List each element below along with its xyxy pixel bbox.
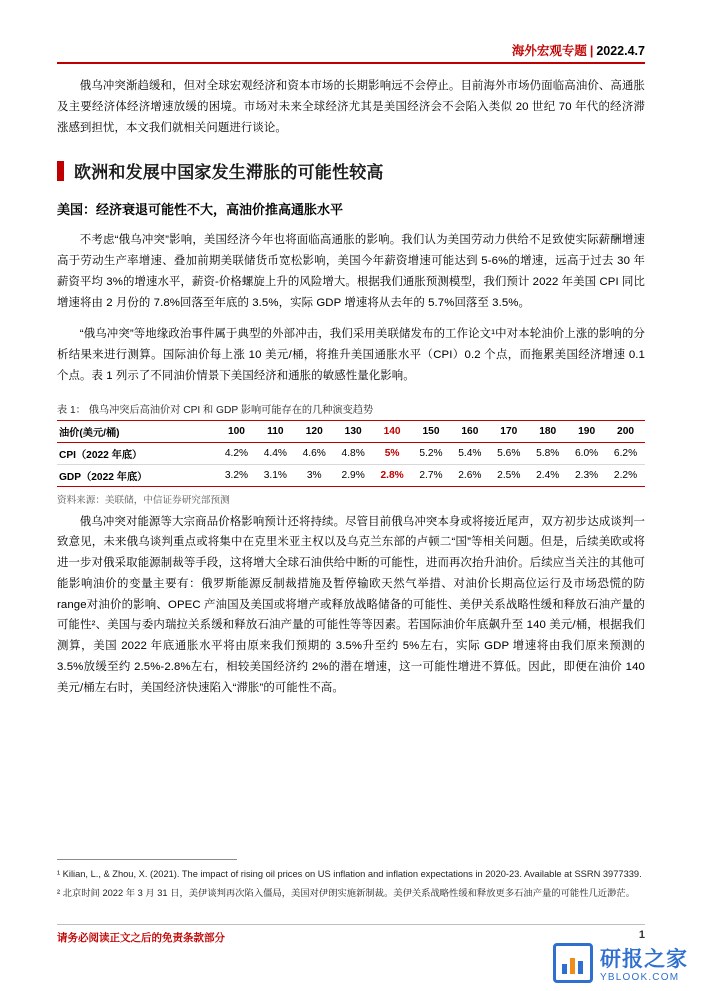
watermark-name-en: YBLOOK.COM: [600, 972, 680, 983]
table-col-header-4: 140: [373, 420, 412, 442]
table-col-header-rowlabel: 油价(美元/桶): [57, 420, 217, 442]
header-title-date: [512, 41, 645, 59]
watermark-text: [600, 949, 688, 983]
footnote-2: ² 北京时间 2022 年 3 月 31 日，美伊谈判再次陷入僵局，美国对伊朗实施新制裁。美伊关系战略性缓和释放更多石油产量的可能性几近渺茫。: [57, 887, 635, 898]
table-row-label-gdp: GDP（2022 年底）: [57, 464, 217, 486]
table-cell-cpi-6: 5.4%: [450, 442, 489, 464]
table-row: [57, 464, 645, 486]
logo-bar-3: [578, 961, 583, 974]
main-content: [57, 76, 645, 709]
table-col-header-1: 110: [256, 420, 295, 442]
logo-bar-2: [570, 958, 575, 974]
table-cell-cpi-3: 4.8%: [334, 442, 373, 464]
table-cell-cpi-7: 5.6%: [489, 442, 528, 464]
sensitivity-table: [57, 420, 645, 487]
header-date: 2022.4.7: [596, 44, 645, 58]
section-marker-icon: [57, 161, 64, 181]
section-heading-text: 欧洲和发展中国家发生滞胀的可能性较高: [74, 163, 384, 183]
header-title: 海外宏观专题: [511, 44, 587, 58]
table-cell-cpi-5: 5.2%: [412, 442, 451, 464]
table-cell-gdp-0: 3.2%: [217, 464, 256, 486]
watermark-name-cn: 研报之家: [600, 948, 688, 971]
table-col-header-10: 200: [606, 420, 645, 442]
table-cell-cpi-1: 4.4%: [256, 442, 295, 464]
page-number: 1: [638, 929, 645, 941]
table-col-header-6: 160: [450, 420, 489, 442]
section-heading: [57, 158, 645, 183]
table-header-row: [57, 420, 645, 442]
footer-disclaimer: 请务必阅读正文之后的免责条款部分: [57, 932, 225, 944]
table-cell-gdp-3: 2.9%: [334, 464, 373, 486]
table-caption: 表 1： 俄乌冲突后高油价对 CPI 和 GDP 影响可能存在的几种演变趋势: [57, 404, 374, 416]
table-block: [57, 401, 645, 506]
table-cell-gdp-10: 2.2%: [606, 464, 645, 486]
table-col-header-3: 130: [334, 420, 373, 442]
paragraph-intro: 俄乌冲突渐趋缓和，但对全球宏观经济和资本市场的长期影响远不会停止。目前海外市场仍面临高油价、高通胀及主要经济体经济增速放缓的困境。市场对未来全球经济尤其是美国经济会不会陷入类似 20 世纪 70 年代的经济滞涨感到担忧，本文我们就相关问题进行谈论。: [57, 80, 645, 134]
table-cell-gdp-4: 2.8%: [373, 464, 412, 486]
table-cell-gdp-8: 2.4%: [528, 464, 567, 486]
table-cell-gdp-7: 2.5%: [489, 464, 528, 486]
watermark-logo: [553, 943, 688, 983]
table-cell-gdp-6: 2.6%: [450, 464, 489, 486]
logo-bar-1: [562, 964, 567, 974]
table-row-label-cpi: CPI（2022 年底）: [57, 442, 217, 464]
footnote-divider: [57, 859, 237, 860]
table-cell-gdp-2: 3%: [295, 464, 334, 486]
table-cell-cpi-9: 6.0%: [567, 442, 606, 464]
table-cell-cpi-2: 4.6%: [295, 442, 334, 464]
table-col-header-9: 190: [567, 420, 606, 442]
sub-heading: 美国：经济衰退可能性不大，高油价推高通胀水平: [57, 202, 344, 218]
header-separator: |: [589, 44, 594, 58]
table-cell-cpi-8: 5.8%: [528, 442, 567, 464]
table-cell-cpi-0: 4.2%: [217, 442, 256, 464]
table-cell-cpi-4: 5%: [373, 442, 412, 464]
table-cell-cpi-10: 6.2%: [606, 442, 645, 464]
table-source: 资料来源：美联储，中信证券研究部预测: [57, 494, 230, 506]
table-col-header-0: 100: [217, 420, 256, 442]
bar-chart-logo-icon: [553, 943, 593, 983]
table-cell-gdp-5: 2.7%: [412, 464, 451, 486]
header-divider: [57, 62, 645, 64]
footnotes: [57, 859, 645, 905]
page-header: [57, 38, 645, 64]
table-col-header-2: 120: [295, 420, 334, 442]
footnote-1: ¹ Kilian, L., & Zhou, X. (2021). The impact of rising oil prices on US inflation and inflation expectations in 2020-23. Available at SSRN 3977339.: [57, 868, 642, 879]
footer-divider: [57, 924, 645, 925]
table-cell-gdp-1: 3.1%: [256, 464, 295, 486]
paragraph-4: 俄乌冲突对能源等大宗商品价格影响预计还将持续。尽管目前俄乌冲突本身或将接近尾声，双方初步达成谈判一致意见，未来俄乌谈判重点或将集中在克里米亚主权以及乌克兰东部的卢顿二“国”等相关问题。但是，后续美欧或将进一步对俄采取能源制裁等手段，这将增大全球石油供给中断的可能性，进而再次抬升油价。后续应当关注的其他可能影响油价的变量主要有：俄罗斯能源反制裁措施及暂停输欧天然气举措、对油价长期高位运行及市场恐慌的防range对油价的影响、OPEC 产油国及美国或将增产或释放战略储备的可能性、美伊关系战略性缓和释放石油产量的可能性²、美国与委内瑞拉关系缓和释放石油产量的可能性等等因素。若国际油价年底飙升至 140 美元/桶，根据我们测算，美国 2022 年底通胀水平将由原来我们预期的 3.5%升至约 5%左右，实际 GDP 增速将由我们原来预测的 3.5%放缓至约 2.5%-2.8%左右，相较美国经济约 2%的潜在增速，这一可能性增进不算低。因此，即便在油价 140 美元/桶左右时，美国经济快速陷入“滞胀”的可能性不高。: [57, 515, 645, 694]
table-col-header-7: 170: [489, 420, 528, 442]
table-cell-gdp-9: 2.3%: [567, 464, 606, 486]
table-col-header-8: 180: [528, 420, 567, 442]
table-col-header-5: 150: [412, 420, 451, 442]
paragraph-3: “俄乌冲突”等地缘政治事件属于典型的外部冲击，我们采用美联储发布的工作论文¹中对本轮油价上涨的影响的分析结果来进行测算。国际油价每上涨 10 美元/桶，将推升美国通胀水平（CPI）0.2 个点，而拖累美国经济增速 0.1 个点。表 1 列示了不同油价情景下美国经济和通胀的敏感性量化影响。: [57, 328, 645, 382]
paragraph-2: 不考虑“俄乌冲突”影响，美国经济今年也将面临高通胀的影响。我们认为美国劳动力供给不足致使实际薪酬增速高于劳动生产率增速、叠加前期美联储货币宽松影响，美国今年薪资增速可能达到 5-6%的增速，远高于过去 30 年薪资平均 3%的增速水平，薪资-价格螺旋上升的风险增大。根据我们通胀预测模型，我们预计 2022 年美国 CPI 同比增速将由 2 月份的 7.8%回落至年底的 3.5%，实际 GDP 增速将从去年的 5.7%回落至 3.5%。: [57, 234, 645, 309]
table-row: [57, 442, 645, 464]
